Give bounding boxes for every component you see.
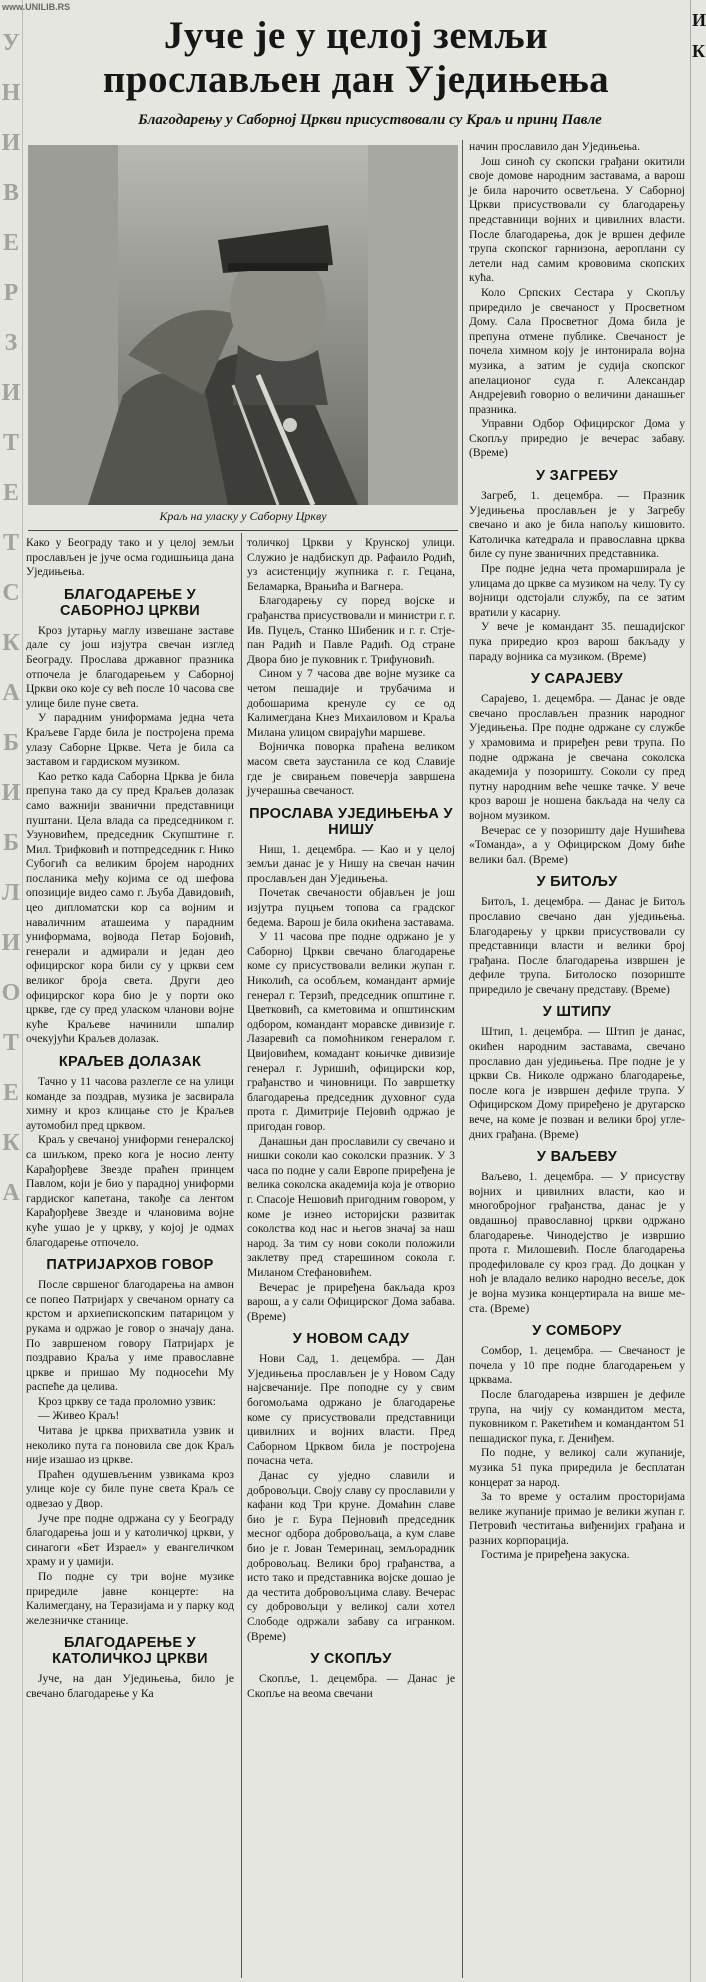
- article-paragraph: У 11 часова пре подне одржано је у Саборној Цркви свечано благодарење коме су присуствовали велики жупан г. Николић, са особљем, командант армије генерал г. Терзић, председник општине г. Цветковић, са кметовима и општинским одбором, командант моравске дивизије г. Лазаревић са помоћником генералом г. Цвијовићем, комадант коњичке дивизије генерал г. Јуришић, официрски кор, грађанство и чиновници. По завршетку благодарења председник духовног суда прота г. Димитрије Пејовић одржао је пригодан говор.: [247, 930, 455, 1133]
- article-paragraph: У парадним униформама једна чета Краљеве Гарде била је постројена према улазу Саборне Цркве. Чета је била са заставом и гардиском музиком.: [26, 711, 234, 769]
- margin-letter: Б: [3, 830, 19, 856]
- margin-letter: С: [2, 580, 20, 606]
- column-rule-2: [462, 140, 463, 1978]
- article-paragraph: начин прославило дан Уједињења.: [469, 140, 640, 153]
- margin-letter: Л: [2, 880, 20, 906]
- margin-letter: Е: [2, 1080, 19, 1106]
- article-paragraph: За то време у осталим просторијама велике жупаније примао је велики жупан г. Петровић честитања виђенијих грађана и разних корпорација.: [469, 1490, 685, 1547]
- section-heading: У ШТИПУ: [542, 1004, 612, 1021]
- section-heading: БЛАГОДАРЕЊЕ У КАТОЛИЧКОЈ ЦРКВИ: [52, 1635, 208, 1668]
- section-heading: КРАЉЕВ ДОЛАЗАК: [58, 1054, 202, 1070]
- article-paragraph: Загреб, 1. децембра. — Празник Уједињења прослављен је у Загребу свечано и ако је била напољу кишовито. Католичка катедрала и православна црква биле су пуне званичних представника.: [469, 489, 685, 561]
- margin-letter: О: [1, 980, 21, 1006]
- margin-letter: У: [2, 30, 20, 56]
- article-paragraph: Битољ, 1. децембра. — Данас је Битољ прославио свечано дан уједињења. Благодарењу у цркви присуствовали су представници власти и велики број грађана. После благодарења извршен је дефиле трупа. Битолоско позориште приредило је свечану представу. (Време): [469, 895, 685, 996]
- section-heading: У СКОПЉУ: [310, 1651, 392, 1668]
- article-paragraph: Тачно у 11 часова разлегле се на улици команде за поздрав, музика је засвирала химну и кроз клицање сто је Краљев аутомобил пред црквом.: [26, 1075, 234, 1132]
- article-paragraph: По подне су три војне музике приредиле јавне концерте: на Калимегдану, на Теразијама и у парку код железничке станице.: [26, 1570, 234, 1627]
- article-paragraph: — Живео Краљ!: [38, 1409, 120, 1423]
- article-paragraph: Војничка поворка праћена великом масом света заустанила се код Славије где је свирањем повечерја завршена јучерашња свечаност.: [247, 740, 455, 798]
- margin-letter: Р: [3, 280, 19, 306]
- margin-letter: А: [2, 1180, 20, 1206]
- margin-letter: Т: [2, 1030, 19, 1056]
- article-paragraph: Читава је црква прихватила узвик и неколико пута га поновила све док Краљ није изашао из цркве.: [26, 1424, 234, 1467]
- library-margin-strip: [0, 0, 71, 1982]
- king-photo: [28, 145, 458, 505]
- article-paragraph: После свршеног благодарења на амвон се попео Патријарх у свечаном орнату са крстом и архиепископским патарицом у рукама и одржао је говор о значају дана. По завршеном говору Патријарх је поздравио Краља у име православне цркве и пришао Му подносећи Му распеће да целива.: [26, 1278, 234, 1394]
- article-paragraph: Још синоћ су скопски грађани окитили своје домове народним заставама, а варош је била нарочито осветљена. У Саборној Цркви присуствовали су благодарењу представници војних и цивилних власти. После благодарења, док је вршен дефиле трупа скопског гарнизона, аероплани су летели над самим крововима скопских кућа.: [469, 154, 685, 285]
- margin-letter: З: [4, 330, 18, 356]
- article-paragraph: Сарајево, 1. децембра. — Данас је овде свечано прослављен празник народног Уједињења. Пре подне одржане су службе у храмовима и приређен реви трупа. По подне одржана је свечана соколска академија у позоришту. Соколи су пред путну народним веће чешке тачке. У вече кроз варош је ношена бакљада на челу са војном музиком.: [469, 692, 685, 822]
- margin-letter: Н: [1, 80, 21, 106]
- article-paragraph: Вечерас је приређена бакљада кроз варош, а у сали Официрског Дома забава. (Време): [247, 1280, 455, 1323]
- margin-letter: В: [2, 180, 19, 206]
- margin-letter: Т: [2, 430, 19, 456]
- margin-letter: Е: [2, 230, 19, 256]
- article-paragraph: толичкој Цркви у Крунској улици. Служио је надбискуп др. Рафаило Родић, уз асистенцију жупника г. г. Гецана, Беламарка, Врањића и Вагнера.: [247, 536, 455, 593]
- margin-letter: Т: [2, 530, 19, 556]
- headline-line-1: Јуче је у целој земљи: [163, 14, 549, 57]
- margin-letter: К: [2, 630, 20, 656]
- section-heading: У СОМБОРУ: [532, 1323, 622, 1340]
- article-paragraph: Како у Београду тако и у целој земљи прослављен је јуче осма годишњица дана Уједињења.: [26, 536, 234, 579]
- article-paragraph: Кроз цркву се тада проломио узвик:: [38, 1394, 216, 1408]
- margin-letter: Б: [3, 730, 19, 756]
- margin-letter: К: [2, 1130, 20, 1156]
- article-paragraph: Управни Одбор Официрског Дома у Скопљу приредио је вечерас забаву. (Време): [469, 417, 685, 460]
- article-paragraph: Пре подне једна чета промарширала је улицама до цркве са музиком на челу. Ту су војници одстојали службу, па се затим вратили у касарну.: [469, 562, 685, 619]
- vertical-library-lettering: [1, 18, 21, 1218]
- article-column-2: [247, 536, 455, 1978]
- headline: [26, 14, 686, 102]
- margin-letter: И: [1, 130, 21, 156]
- photo-caption: Краљ на уласку у Саборну Цркву: [159, 509, 327, 523]
- section-heading: У БИТОЉУ: [536, 874, 618, 891]
- section-heading: У НОВОМ САДУ: [292, 1331, 410, 1348]
- section-heading: БЛАГОДАРЕЊЕ У САБОРНОЈ ЦРКВИ: [59, 586, 200, 619]
- column-rule-1: [241, 533, 242, 1978]
- article-paragraph: Скопље, 1. децембра. — Данас је Скопље на веома свечани: [247, 1672, 455, 1700]
- article-paragraph: Коло Српских Сестара у Скопљу приредило је свечаност у Просветном Дому. Сала Просветног Дома била је препуна отмене публике. Свечаност је почела химном коју је интонирала војна музика, а затим је судија скопског апелационог суда г. Александар Андрејевић говорио о величини данашњег празника.: [469, 285, 685, 416]
- article-paragraph: Вечерас се у позоришту даје Нушићева «Томанда», а у Официрском Дому биће велики бал. (Време): [469, 823, 685, 866]
- margin-letter: И: [1, 930, 21, 956]
- article-paragraph: Ниш, 1. децембра. — Као и у целој земљи данас је у Нишу на свечан начин прослављен дан Уједињења.: [247, 842, 455, 885]
- library-watermark: www.UNILIB.RS: [2, 2, 71, 12]
- article-paragraph: Сомбор, 1. децембра. — Свечаност је почела у 10 пре подне благодарењем у црквама.: [469, 1344, 685, 1387]
- photo-rule: [28, 530, 458, 531]
- margin-letter: Е: [2, 480, 19, 506]
- article-paragraph: Данас су уједно славили и добровољци. Своју славу су прославили у кафани код Три круне. Домаћин славе био је г. Бура Пејновић председник месног одбора добровољаца, а кум славе био је г. Јован Темеринац, земљорадник добровољац. Велики број грађанства, а исто тако и представника војске дошао је да честита добровољцима славу. Вечерас су добровољци у великој сали хотел Слободе одржали забаву са игранком. (Време): [247, 1469, 455, 1643]
- article-paragraph: Штип, 1. децембра. — Штип је данас, окићен народним заставама, свечано прославио дан уједињења. Пре подне је у цркви Св. Николе одржано благодарење, после кога је извршен дефиле трупа. У Официрском Дому приређено је другарско вече, на коме је позван и велики број угледних грађана. (Време): [469, 1025, 685, 1141]
- article-column-1: [26, 536, 234, 1978]
- article-paragraph: Јуче пре подне одржана су у Београду благодарења још и у католичкој цркви, у синагоги «Бет Израел» у евангеличком храму и у џамији.: [26, 1511, 234, 1569]
- section-heading: У ЗАГРЕБУ: [536, 468, 618, 485]
- margin-letter: А: [2, 680, 20, 706]
- article-paragraph: Данашњи дан прославили су свечано и нишки соколи као соколски празник. У 3 часа по подне у сали Европе приређена је велика соколска академија која је отворио г. Спасоје Нешовић пригодним говором, у коме је изнео историјски развитак соколства код нас и његов значај за наш народ. За тим су нови соколи положили заклетву пред старешином сокола г. Миланом Стефановићем.: [247, 1134, 455, 1279]
- article-paragraph: Нови Сад, 1. децембра. — Дан Уједињења прослављен је у Новом Саду најсвечаније. Пре поподне су у свим богомољама одржано је благодарење коме су присуствовали представници цивилних и војних власти. Пред Саборном Црквом била је постројена почасна чета.: [247, 1352, 455, 1468]
- article-paragraph: Краљ у свечаној униформи генералској са шиљком, преко кога је носио ленту Карађорђеве Звезде праћен принцем Павлом, који је био у парадној униформи гардиског капетана, такође са лентом Карађорђеве Звезде и члановима војне куће ушао је у цркву, у којој је одмах благодарење отпочело.: [26, 1133, 234, 1249]
- article-paragraph: Праћен одушевљеним узвикама кроз улице које су биле пуне света Краљ се одвезао у Двор.: [26, 1467, 234, 1511]
- article-paragraph: Гостима је приређена закуска.: [481, 1548, 630, 1562]
- margin-letter: И: [1, 380, 21, 406]
- section-heading: У САРАЈЕВУ: [530, 671, 624, 688]
- article-paragraph: Јуче, на дан Уједињења, било је свечано благодарење у Ка: [26, 1672, 234, 1700]
- section-heading: ПРОСЛАВА УЈЕДИЊЕЊА У НИШУ: [249, 805, 453, 838]
- article-paragraph: Сином у 7 часова две војне музике са четом пешадије и трубачима и добошарима кренуле су се од Калимегдана Кнез Михаиловом и Краља Милана улицом свирајући маршеве.: [247, 667, 455, 739]
- article-paragraph: Као ретко када Саборна Црква је била препуна тако да су пред Краљев долазак само важнији званични представници пуштани. Цела влада са председником г. Узуновићем, председник Скупштине г. Мил. Трифковић и потпредседник г. Нико Субогић са великим бројем народних посланика међу којима се од шефова опозиције видео само г. Љуба Давидовић, цео дипломатски кор са војним и наваличним аташеима у парадним униформама, војвода Петар Бојовић, генерали и адмирали и један део официрског кора били су у цркви сем великог броја света. Други део официрског кора био је у порти око цркве, где су пред уласком чланови војне куће Краљеве начинили шпалир очекујући Краљев долазак.: [26, 769, 234, 1046]
- article-paragraph: Почетак свечаности објављен је још изјутра пуцњем топова са градског бедема. Варош је била окићена заставама.: [247, 886, 455, 929]
- section-heading: ПАТРИЈАРХОВ ГОВОР: [46, 1257, 214, 1274]
- headline-line-2: прослављен дан Уједињења: [102, 58, 610, 101]
- article-column-3: [469, 140, 685, 1978]
- section-heading: У ВАЉЕВУ: [536, 1149, 618, 1166]
- edge-letter: К: [692, 41, 706, 61]
- edge-letter: И: [692, 10, 706, 30]
- article-paragraph: У вече је командант 35. пешадијског пука приредио кроз варош бакљаду у параду војника са музиком. (Време): [469, 620, 685, 663]
- article-paragraph: По подне, у великој сали жупаније, музика 51 пука приредила је бесплатан концерат за народ.: [469, 1446, 685, 1489]
- article-paragraph: Кроз јутарњу маглу извешане заставе дале су још изјутра свечан изглед Београду. Прослава државног празника отпочела је благодарењем у Саборној Цркви око које су већ после 10 часова све улице биле пуне света.: [26, 623, 234, 710]
- photo-illustration: [28, 145, 458, 505]
- subheadline: Благодарењу у Саборној Цркви присуствовали су Краљ и принц Павле: [138, 112, 602, 128]
- article-paragraph: Благодарењу су поред војске и грађанства присуствовали и министри г. г. Ив. Пуцељ, Станко Шибеник и г. г. Стјепан Радић и Павле Радић. Од стране Двора био је пуковник г. Трифуновић.: [247, 594, 455, 666]
- margin-letter: И: [1, 780, 21, 806]
- article-paragraph: После благодарења извршен је дефиле трупа, на чију су командитом места, пуковником г. Ракетићем и командантом 51 пешадиског пука, г. Дениђем.: [469, 1387, 685, 1445]
- article-paragraph: Ваљево, 1. децембра. — У присуству војних и цивилних власти, као и многобројног грађанства, данас је у овдашњој православној цркви одржано благодарење. Чинодејство је извршио прота г. Милошевић. После благодарења продефиловале су кроз град. До доцкан у ноћ је владало велико народно весеље, док је војна музика концертирала на више места. (Време): [469, 1170, 685, 1315]
- adjacent-page-edge: [690, 0, 704, 1982]
